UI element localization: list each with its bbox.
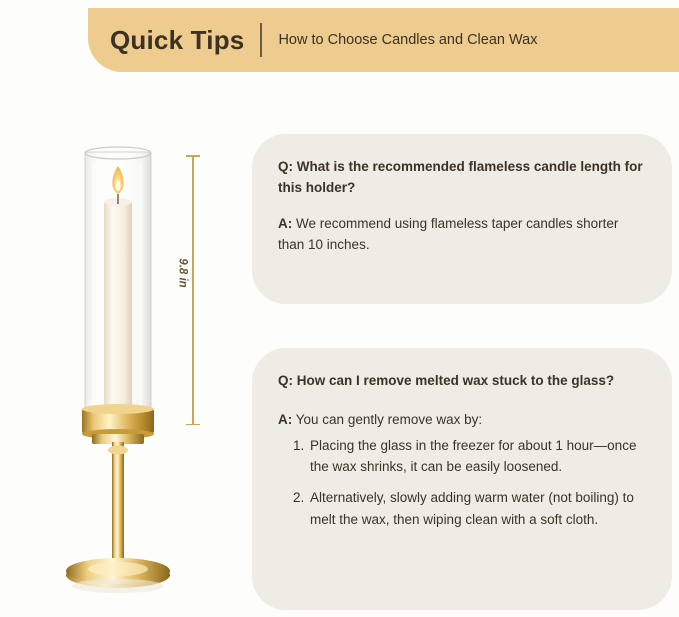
question-label-1: Q:	[278, 159, 293, 174]
header-banner	[88, 8, 679, 72]
answer-label-1: A:	[278, 215, 293, 231]
dimension-cap-bottom	[186, 424, 200, 426]
faq-question-1	[278, 156, 646, 199]
faq-question-2	[278, 370, 646, 391]
title-divider	[260, 23, 262, 57]
dimension-line	[192, 155, 194, 425]
page-subtitle: How to Choose Candles and Clean Wax	[278, 32, 538, 48]
dimension-indicator	[176, 155, 200, 425]
faq-card-1	[252, 134, 672, 304]
list-item: 1. Placing the glass in the freezer for about 1 hour—once the wax shrinks, it can be easily loosened.	[308, 435, 646, 478]
candle-holder-illustration	[40, 120, 230, 610]
faq-answer-2	[278, 409, 646, 430]
answer-text-2: You can gently remove wax by:	[295, 412, 483, 428]
question-text-1: What is the recommended flameless candle length for this holder?	[278, 159, 643, 196]
faq-card-2	[252, 348, 672, 610]
list-item: 2. Alternatively, slowly adding warm water (not boiling) to melt the wax, then wiping clean with a soft cloth.	[308, 487, 646, 530]
faq-answer-1	[278, 213, 646, 256]
question-text-2: How can I remove melted wax stuck to the glass?	[296, 373, 615, 388]
question-label-2: Q:	[278, 373, 293, 388]
answer-label-2: A:	[278, 412, 293, 428]
dimension-label: 9.8 in	[176, 258, 189, 288]
page-title: Quick Tips	[110, 24, 245, 55]
product-image	[40, 120, 230, 610]
answer-text-1: We recommend using flameless taper candles shorter than 10 inches.	[278, 215, 619, 252]
faq-steps-list	[278, 435, 646, 530]
